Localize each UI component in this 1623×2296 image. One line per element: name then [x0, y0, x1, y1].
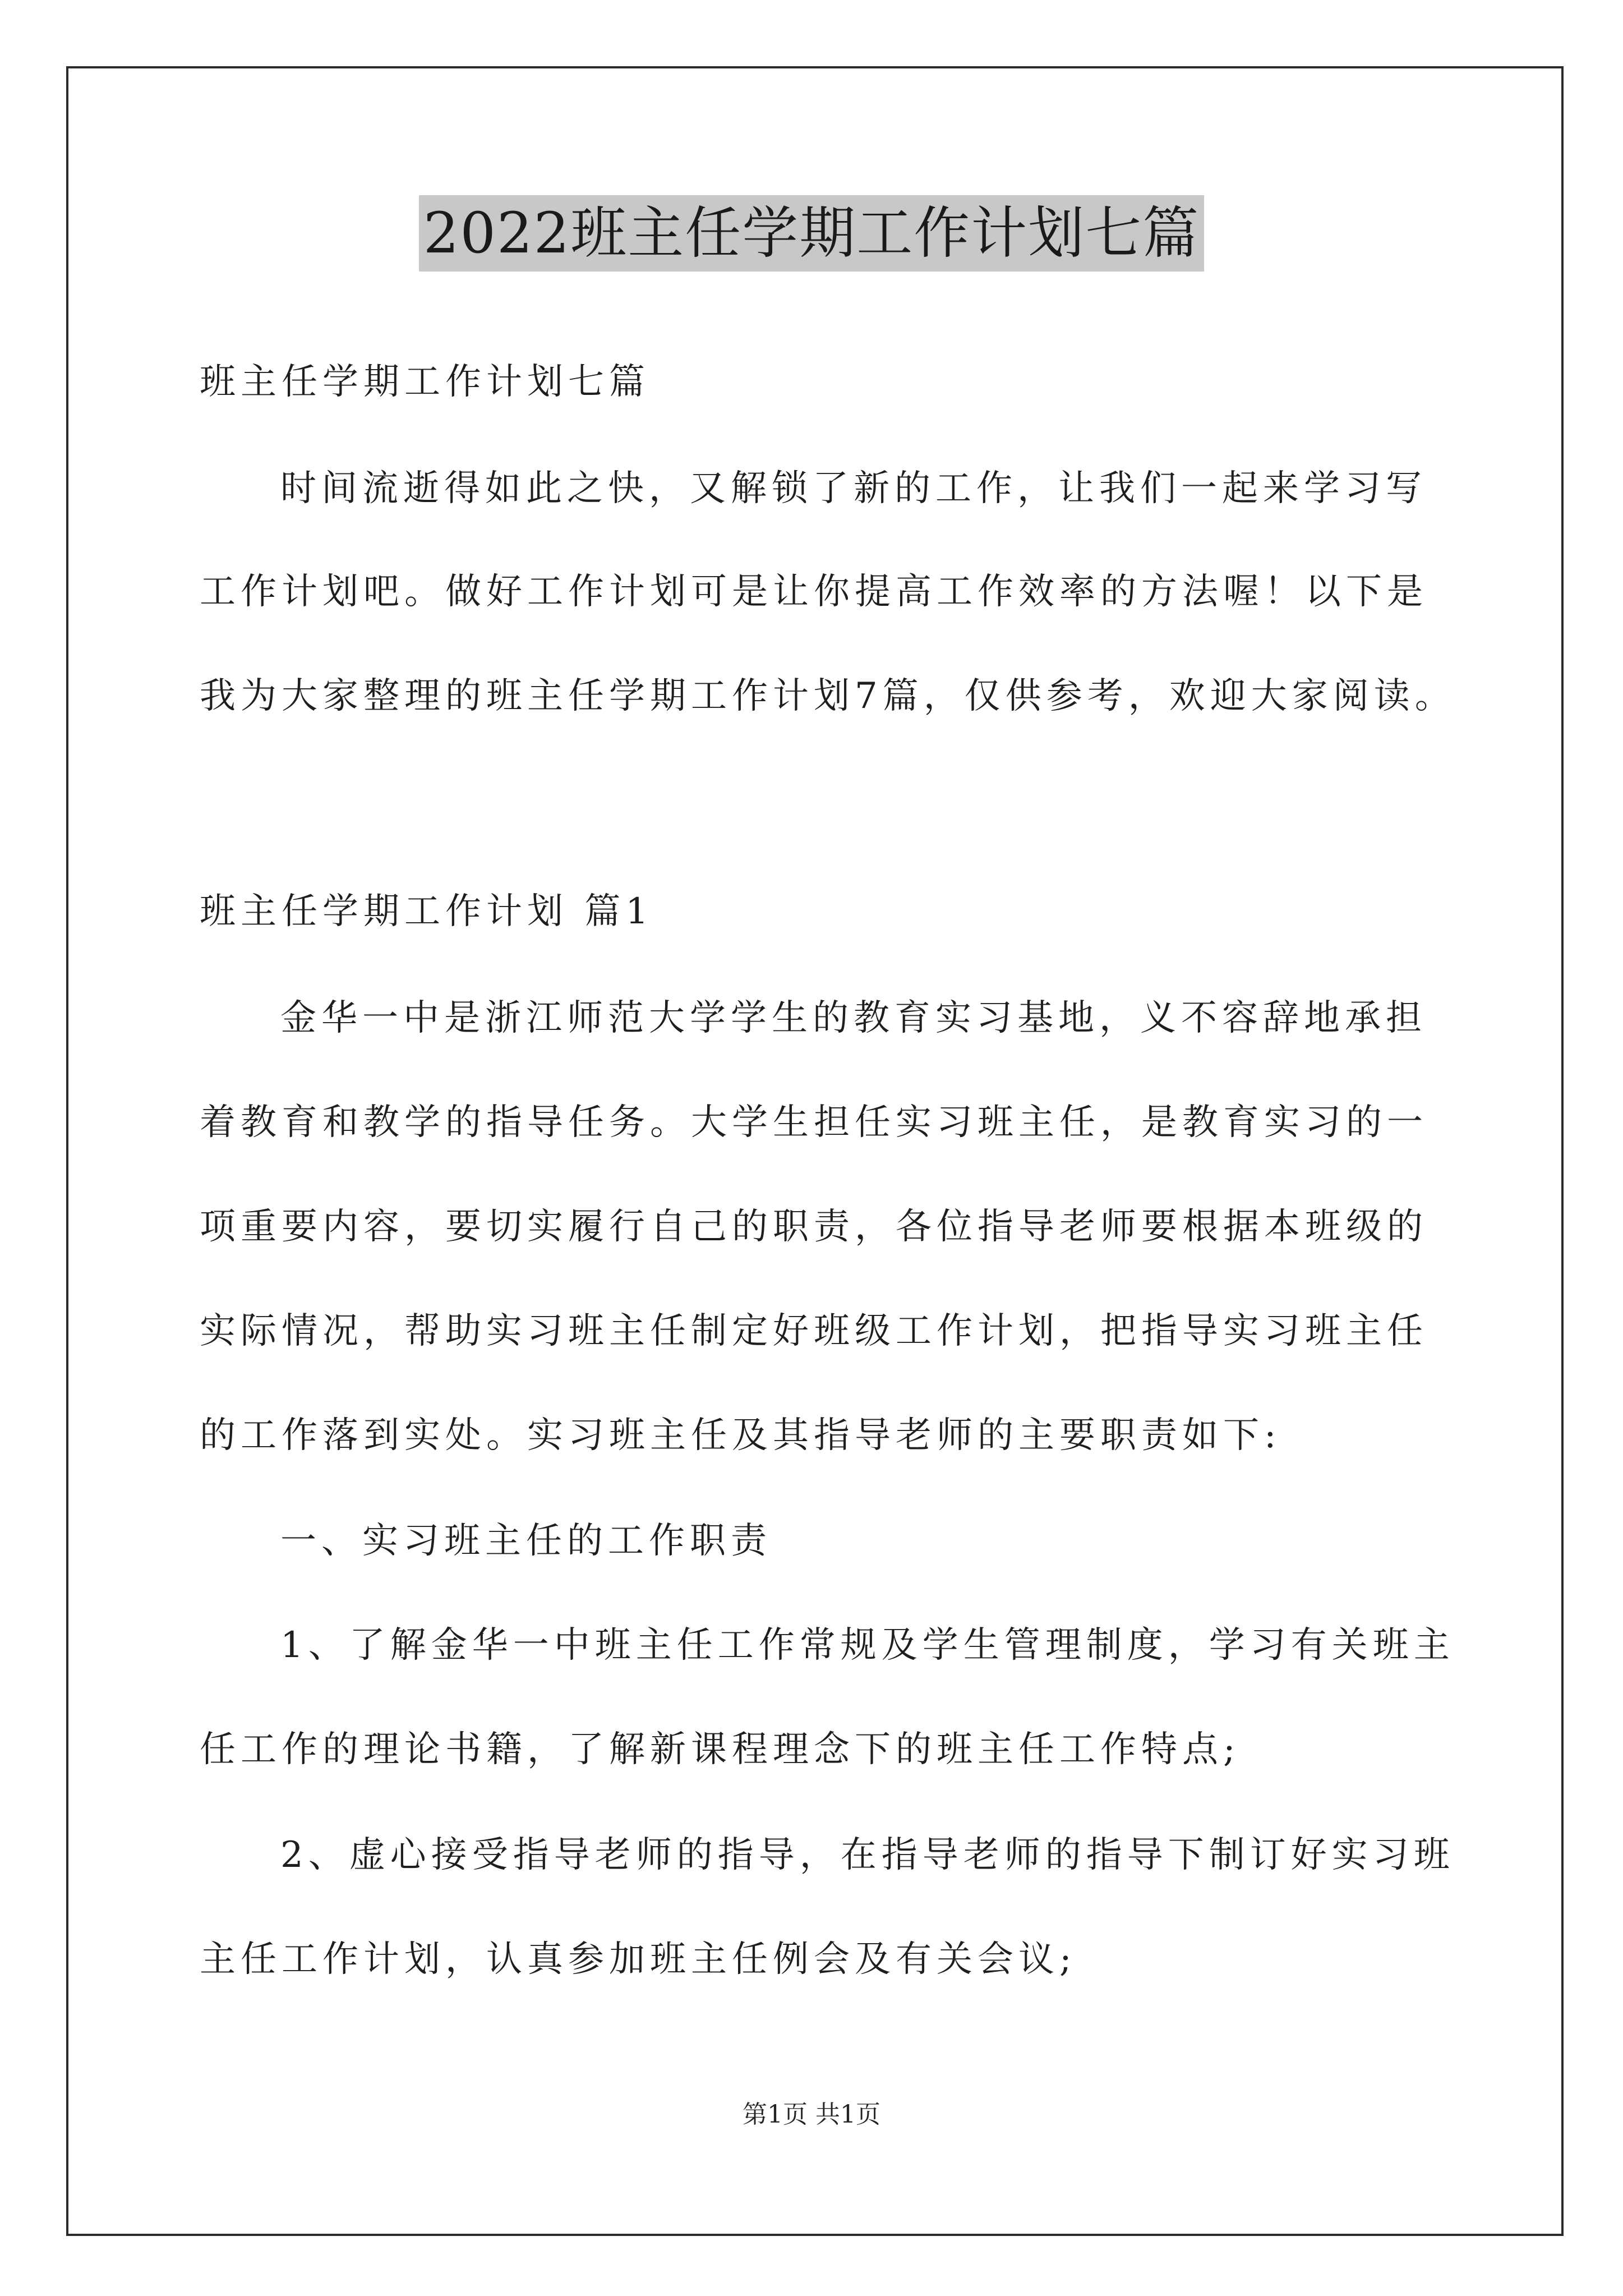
intro-line-2: 工作计划吧。做好工作计划可是让你提高工作效率的方法喔！以下是 [200, 571, 1428, 613]
body-line-6: 一、实习班主任的工作职责 [280, 1520, 772, 1562]
document-subtitle: 班主任学期工作计划七篇 [200, 361, 650, 403]
intro-line-3: 我为大家整理的班主任学期工作计划7篇，仅供参考，欢迎大家阅读。 [200, 675, 1456, 717]
body-line-9: 2、虚心接受指导老师的指导，在指导老师的指导下制订好实习班 [280, 1834, 1455, 1876]
body-line-7: 1、了解金华一中班主任工作常规及学生管理制度，学习有关班主 [280, 1625, 1455, 1666]
document-title: 2022班主任学期工作计划七篇 [419, 195, 1205, 272]
body-line-5: 的工作落到实处。实习班主任及其指导老师的主要职责如下: [200, 1415, 1281, 1456]
intro-line-1: 时间流逝得如此之快，又解锁了新的工作，让我们一起来学习写 [280, 468, 1427, 509]
page-footer: 第1页 共1页 [743, 2100, 880, 2129]
title-container [0, 195, 1623, 272]
body-line-2: 着教育和教学的指导任务。大学生担任实习班主任，是教育实习的一 [200, 1102, 1428, 1143]
body-line-1: 金华一中是浙江师范大学学生的教育实习基地，义不容辞地承担 [280, 997, 1427, 1039]
body-line-4: 实际情况，帮助实习班主任制定好班级工作计划，把指导实习班主任 [200, 1310, 1428, 1352]
body-line-8: 任工作的理论书籍，了解新课程理念下的班主任工作特点; [200, 1729, 1241, 1770]
body-line-10: 主任工作计划，认真参加班主任例会及有关会议; [200, 1939, 1077, 1980]
body-line-3: 项重要内容，要切实履行自己的职责，各位指导老师要根据本班级的 [200, 1206, 1428, 1248]
section-heading: 班主任学期工作计划 篇1 [200, 891, 654, 932]
